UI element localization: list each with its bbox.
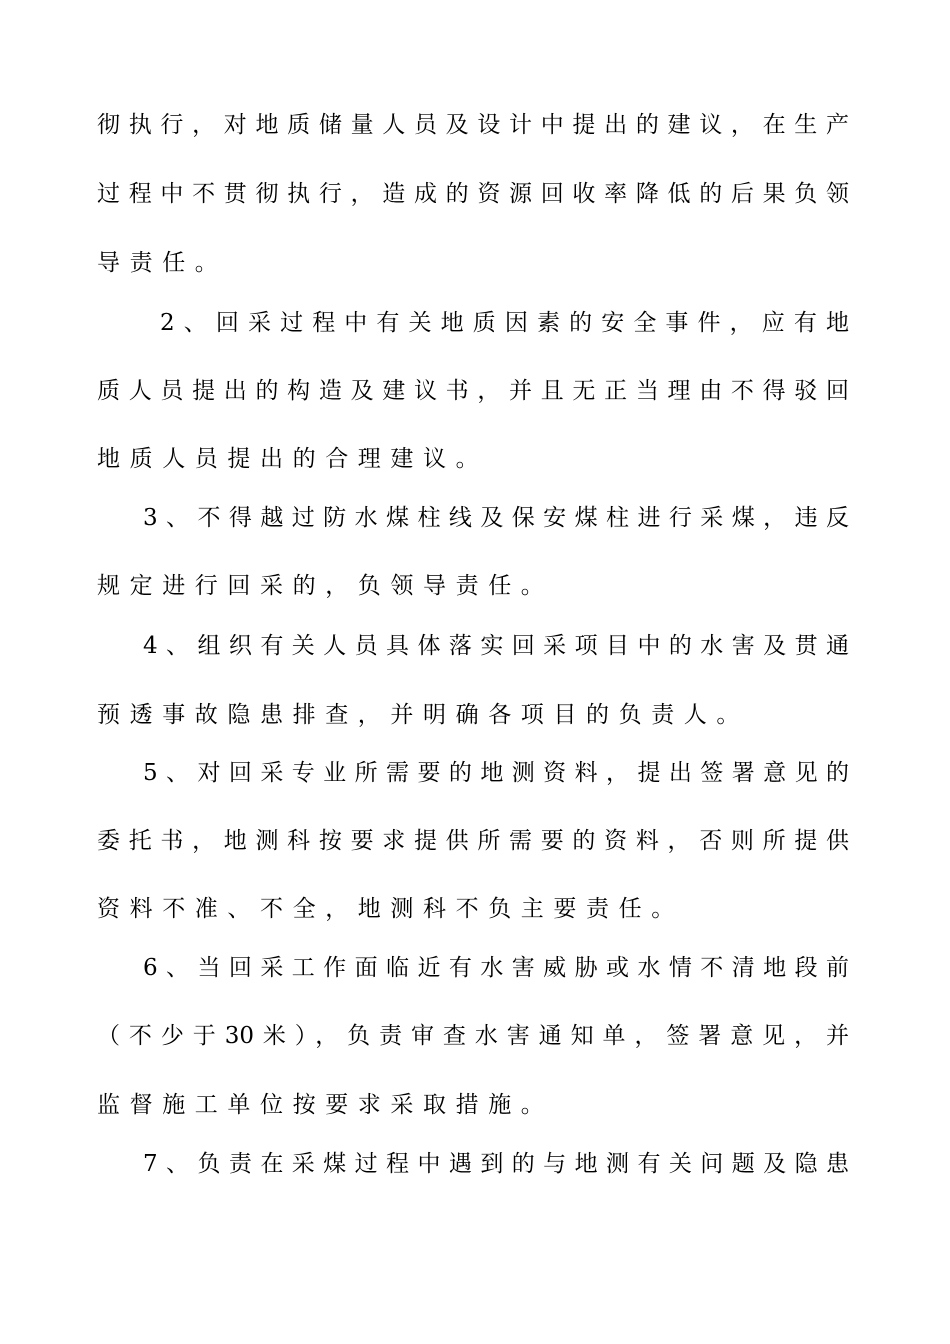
paragraph-line: 资料不准、不全，地测科不负主要责任。: [97, 896, 684, 922]
paragraph-line: 2、回采过程中有关地质因素的安全事件，应有地: [160, 310, 849, 336]
paragraph-line: 地质人员提出的合理建议。: [97, 446, 489, 472]
paragraph-line: 4、组织有关人员具体落实回采项目中的水害及贯通: [143, 633, 849, 659]
paragraph-line: （不少于30米），负责审查水害通知单，签署意见，并: [97, 1023, 849, 1049]
paragraph-line: 5、对回采专业所需要的地测资料，提出签署意见的: [143, 760, 849, 786]
paragraph-line: 过程中不贯彻执行，造成的资源回收率降低的后果负领: [97, 181, 849, 207]
paragraph-line: 彻执行，对地质储量人员及设计中提出的建议，在生产: [97, 112, 849, 138]
paragraph-line: 质人员提出的构造及建议书，并且无正当理由不得驳回: [97, 378, 849, 404]
paragraph-line: 3、不得越过防水煤柱线及保安煤柱进行采煤，违反: [143, 505, 849, 531]
paragraph-line: 委托书，地测科按要求提供所需要的资料，否则所提供: [97, 828, 849, 854]
paragraph-line: 导责任。: [97, 250, 228, 276]
paragraph-line: 预透事故隐患排查，并明确各项目的负责人。: [97, 702, 749, 728]
paragraph-line: 监督施工单位按要求采取措施。: [97, 1092, 554, 1118]
paragraph-line: 规定进行回采的，负领导责任。: [97, 573, 554, 599]
paragraph-line: 6、当回采工作面临近有水害威胁或水情不清地段前: [143, 955, 849, 981]
paragraph-line: 7、负责在采煤过程中遇到的与地测有关问题及隐患: [143, 1151, 849, 1177]
